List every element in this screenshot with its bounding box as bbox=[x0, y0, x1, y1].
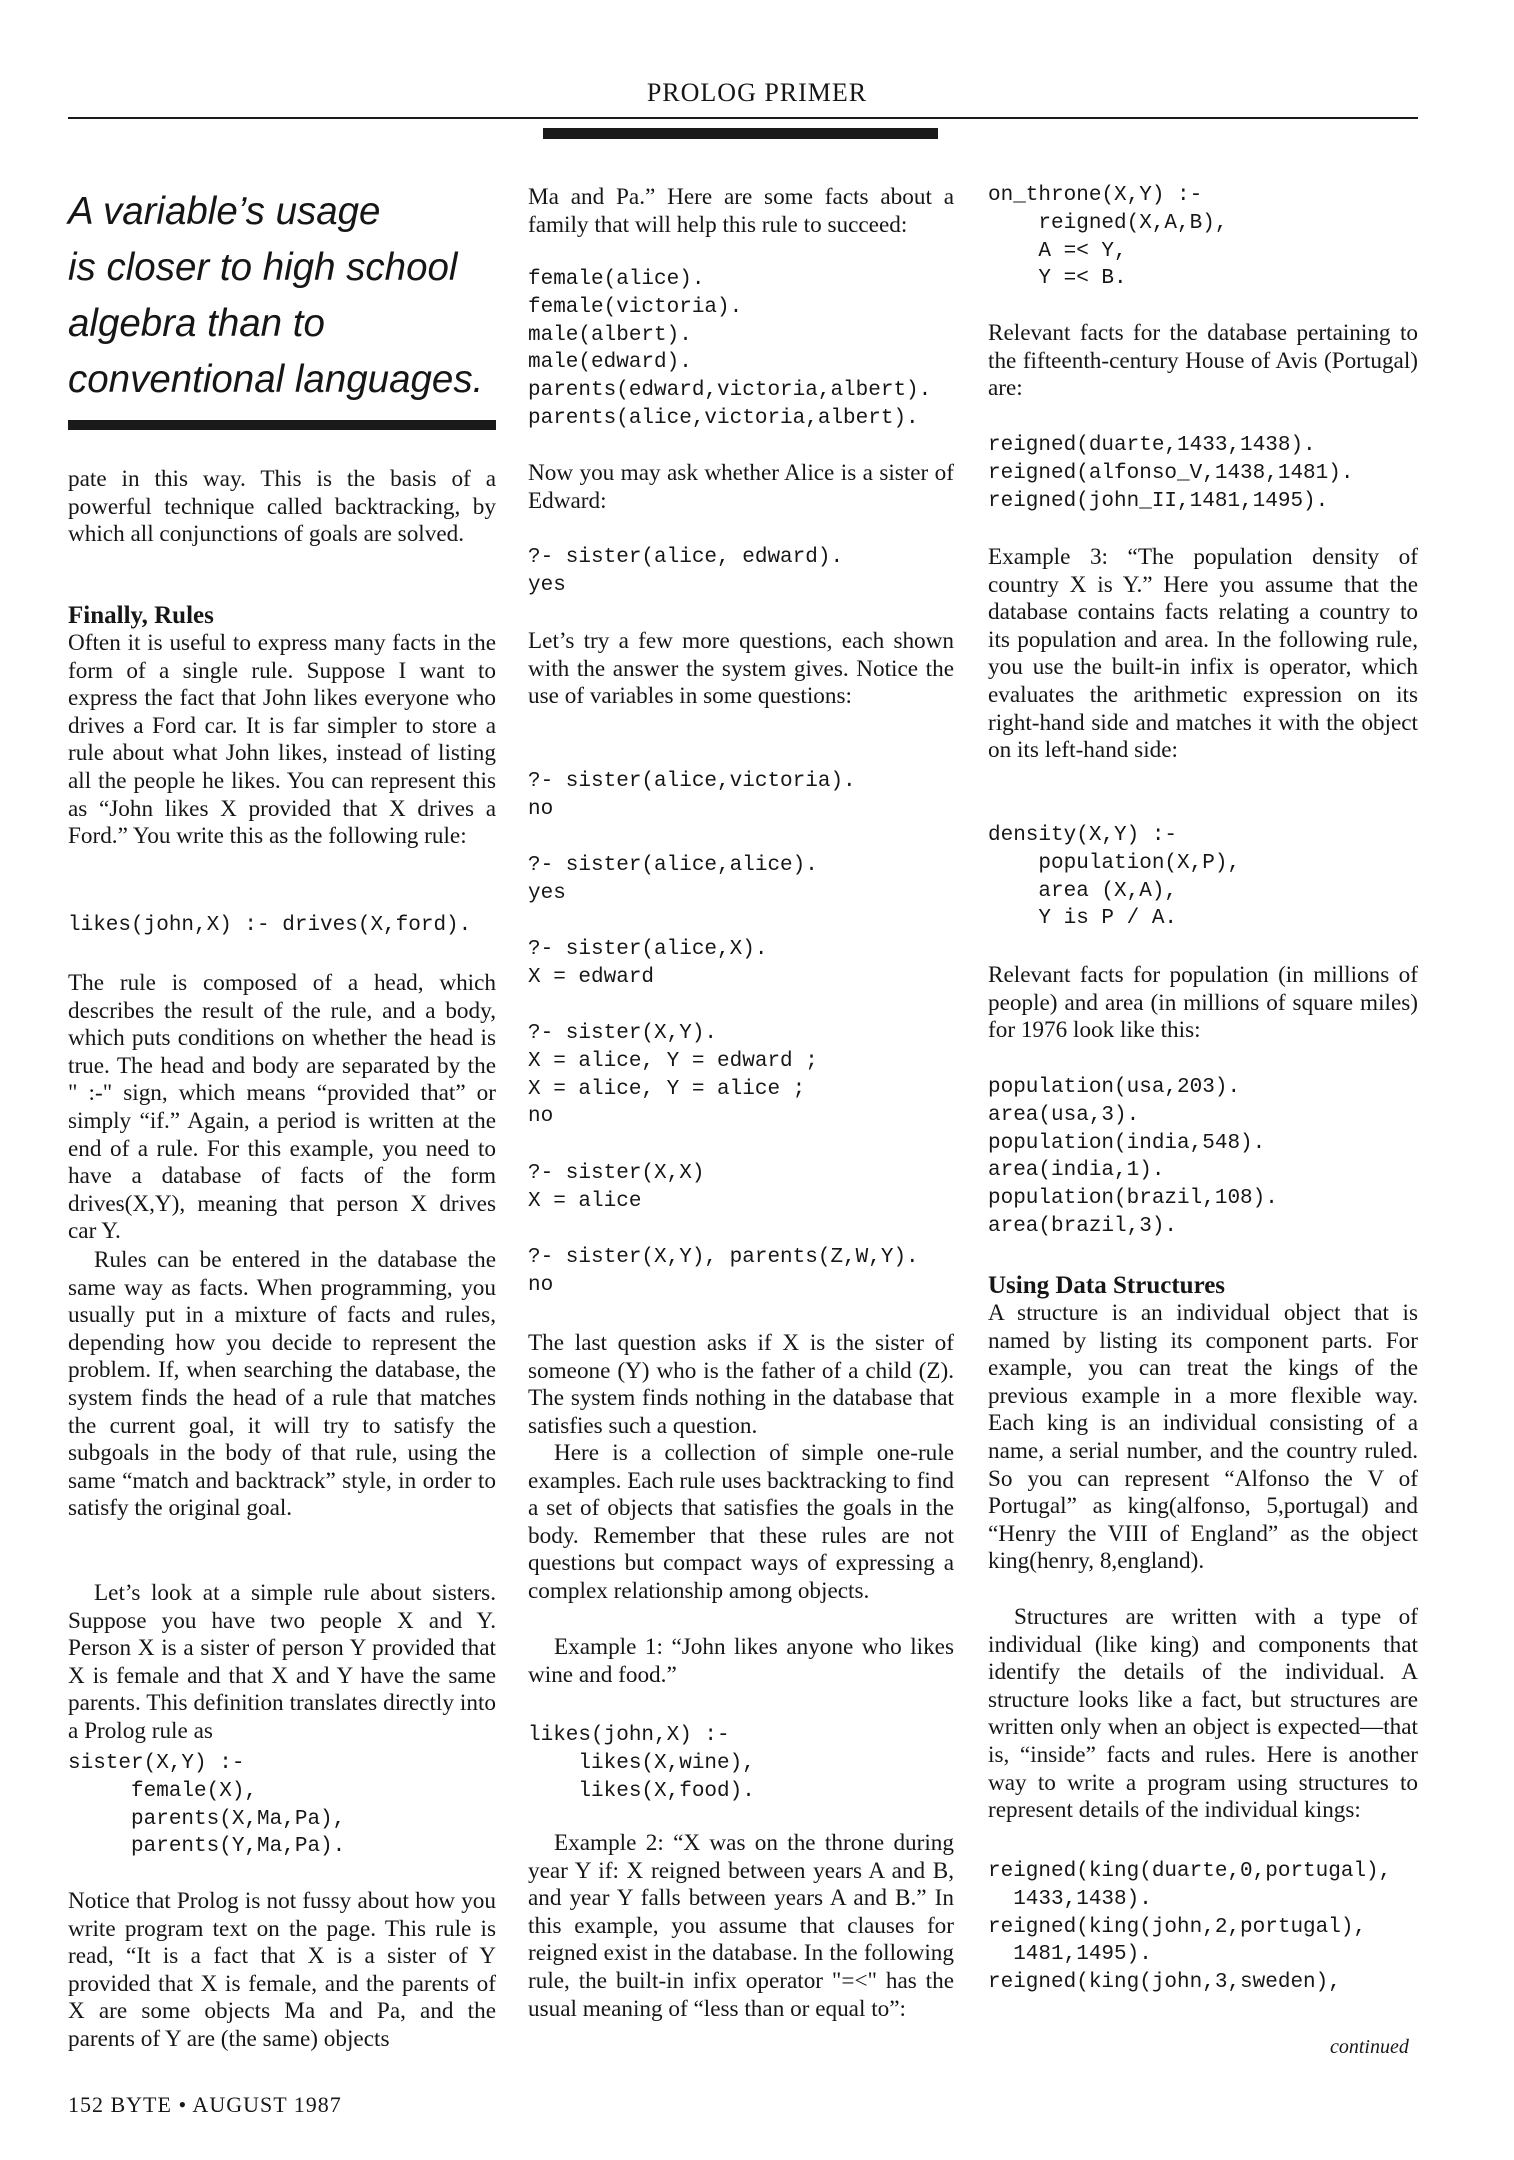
code-block: likes(john,X) :- drives(X,ford). bbox=[68, 914, 472, 937]
paragraph: Let’s try a few more questions, each shown with the answer the system gives. Notice the use of variables in some questions: bbox=[528, 628, 954, 710]
paragraph: Ma and Pa.” Here are some facts about a family that will help this rule to succeed: bbox=[528, 184, 954, 238]
code-block: ?- sister(alice,alice). yes bbox=[528, 854, 818, 905]
code-block: density(X,Y) :- population(X,P), area (X,A), Y is P / A. bbox=[988, 824, 1241, 931]
continued-note: continued bbox=[1330, 2036, 1409, 2058]
pull-quote-rule bbox=[68, 420, 496, 430]
pull-quote bbox=[68, 184, 496, 408]
paragraph: Let’s look at a simple rule about sisters. Suppose you have two people X and Y. Person X is a sister of person Y provided that X is female and that X and Y have the same parents. This definition translates directly into a Prolog rule as bbox=[68, 1580, 496, 1744]
paragraph: Rules can be entered in the database the same way as facts. When programming, you usually put in a mixture of facts and rules, depending how you decide to represent the problem. If, when searching the database, the system finds the head of a rule that matches the current goal, it will try to satisfy the subgoals in the body of that rule, using the same “match and backtrack” style, in order to satisfy the original goal. bbox=[68, 1247, 496, 1522]
pull-quote-line-4: conventional languages. bbox=[68, 358, 484, 401]
paragraph: Relevant facts for the database pertaining to the fifteenth-century House of Avis (Portugal) are: bbox=[988, 320, 1418, 402]
paragraph: Example 1: “John likes anyone who likes wine and food.” bbox=[528, 1634, 954, 1688]
running-header: PROLOG PRIMER bbox=[646, 78, 868, 107]
code-block: ?- sister(X,Y). X = alice, Y = edward ; X = alice, Y = alice ; no bbox=[528, 1022, 818, 1129]
page-footer: 152 BYTE • AUGUST 1987 bbox=[68, 2092, 342, 2117]
code-block: ?- sister(X,Y), parents(Z,W,Y). no bbox=[528, 1246, 919, 1297]
header-rule bbox=[68, 117, 1418, 119]
code-block: on_throne(X,Y) :- reigned(X,A,B), A =< Y, Y =< B. bbox=[988, 184, 1228, 291]
paragraph: Structures are written with a type of individual (like king) and components that identify the details of the individual. A structure looks like a fact, but structures are written only when an object is expected—that is, “inside” facts and rules. Here is another way to write a program using structures to represent details of the individual kings: bbox=[988, 1604, 1418, 1824]
paragraph: Relevant facts for population (in millions of people) and area (in millions of square miles) for 1976 look like this: bbox=[988, 962, 1418, 1044]
paragraph: Example 3: “The population density of country X is Y.” Here you assume that the database contains facts relating a country to its population and area. In the following rule, you use the built-in infix is operator, which evaluates the arithmetic expression on its right-hand side and matches it with the object on its left-hand side: bbox=[988, 544, 1418, 764]
code-block: ?- sister(alice,victoria). no bbox=[528, 770, 856, 821]
paragraph: The last question asks if X is the sister of someone (Y) who is the father of a child (Z). The system finds nothing in the database that satisfies such a question. bbox=[528, 1330, 954, 1439]
pull-quote-line-2: is closer to high school bbox=[68, 246, 458, 289]
code-block: ?- sister(X,X) X = alice bbox=[528, 1162, 705, 1213]
code-block: ?- sister(alice,X). X = edward bbox=[528, 938, 768, 989]
code-block: reigned(duarte,1433,1438). reigned(alfonso_V,1438,1481). reigned(john_II,1481,1495). bbox=[988, 434, 1354, 513]
section-heading: Using Data Structures bbox=[988, 1272, 1226, 1299]
paragraph: Often it is useful to express many facts in the form of a single rule. Suppose I want to express the fact that John likes everyone who drives a Ford car. It is far simpler to store a rule about what John likes, instead of listing all the people he likes. You can represent this as “John likes X provided that X drives a Ford.” You write this as the following rule: bbox=[68, 630, 496, 850]
paragraph: Example 2: “X was on the throne during year Y if: X reigned between years A and B, and year Y falls between years A and B.” In this example, you assume that clauses for reigned exist in the database. In the following rule, the built-in infix operator "=<" has the usual meaning of “less than or equal to”: bbox=[528, 1830, 954, 2022]
paragraph: Notice that Prolog is not fussy about how you write program text on the page. This rule is read, “It is a fact that X is a sister of Y provided that X is female, and the parents of X are some objects Ma and Pa, and the parents of Y are (the same) objects bbox=[68, 1888, 496, 2052]
code-block: reigned(king(duarte,0,portugal), 1433,1438). reigned(king(john,2,portugal), 1481,1495). reigned(king(john,3,sweden), bbox=[988, 1860, 1392, 1995]
code-block: female(alice). female(victoria). male(albert). male(edward). parents(edward,victoria,albert). parents(alice,victoria,albert). bbox=[528, 268, 932, 430]
paragraph: Now you may ask whether Alice is a sister of Edward: bbox=[528, 460, 954, 514]
header-bar bbox=[543, 128, 938, 139]
paragraph: Here is a collection of simple one-rule examples. Each rule uses backtracking to find a set of objects that satisfies the goals in the body. Remember that these rules are not questions but compact ways of expressing a complex relationship among objects. bbox=[528, 1440, 954, 1604]
pull-quote-line-1: A variable’s usage bbox=[68, 190, 381, 233]
section-heading: Finally, Rules bbox=[68, 602, 214, 629]
paragraph: The rule is composed of a head, which describes the result of the rule, and a body, which puts conditions on whether the head is true. The head and body are separated by the " :-" sign, which means “provided that” or simply “if.” Again, a period is written at the end of a rule. For this example, you need to have a database of facts of the form drives(X,Y), meaning that person X drives car Y. bbox=[68, 970, 496, 1245]
paragraph: pate in this way. This is the basis of a powerful technique called backtracking, by which all conjunctions of goals are solved. bbox=[68, 466, 496, 548]
code-block: ?- sister(alice, edward). yes bbox=[528, 546, 844, 597]
code-block: likes(john,X) :- likes(X,wine), likes(X,food). bbox=[528, 1724, 755, 1803]
paragraph: A structure is an individual object that is named by listing its component parts. For example, you can treat the kings of the previous example in a more flexible way. Each king is an individual consisting of a name, a serial number, and the country ruled. So you can represent “Alfonso the V of Portugal” as king(alfonso, 5,portugal) and “Henry the VIII of England” as the object king(henry, 8,england). bbox=[988, 1300, 1418, 1575]
pull-quote-line-3: algebra than to bbox=[68, 302, 325, 345]
code-block: population(usa,203). area(usa,3). population(india,548). area(india,1). population(brazil,108). area(brazil,3). bbox=[988, 1076, 1278, 1238]
code-block: sister(X,Y) :- female(X), parents(X,Ma,Pa), parents(Y,Ma,Pa). bbox=[68, 1752, 346, 1859]
